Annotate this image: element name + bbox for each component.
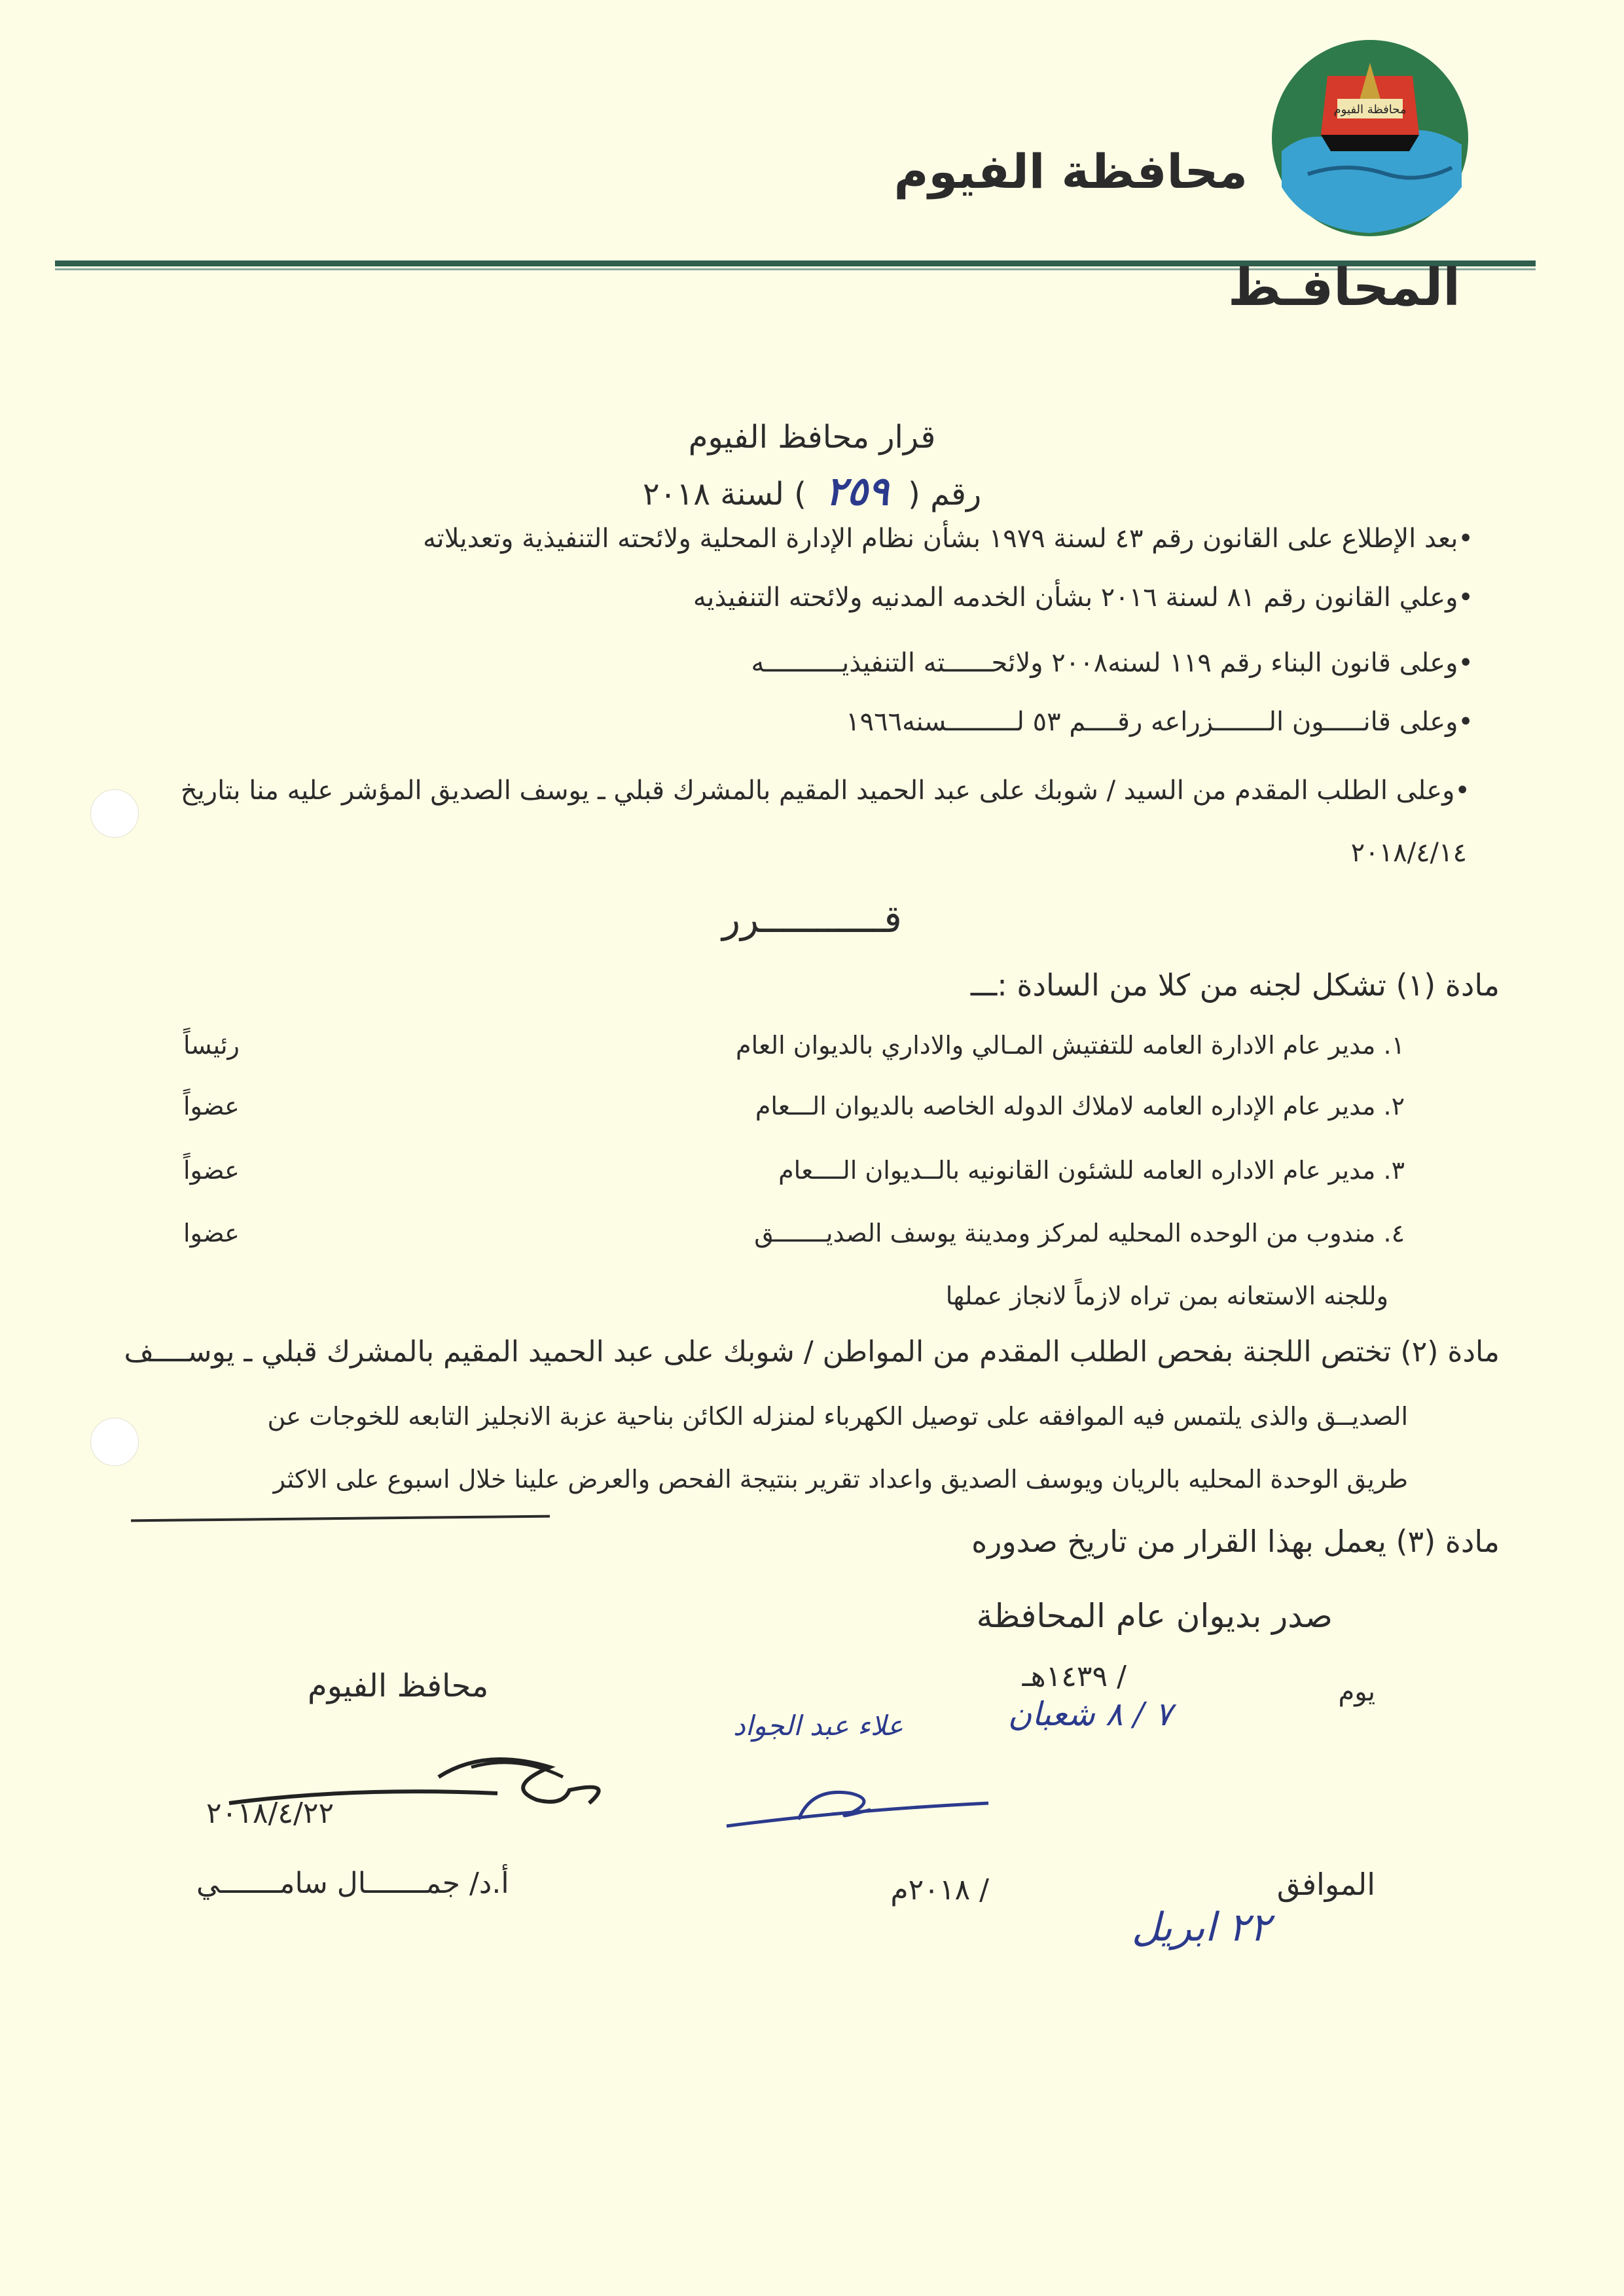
gregorian-handwritten-date: ٢٢ ابريل <box>1131 1905 1271 1950</box>
member-role: عضوا <box>183 1219 240 1247</box>
preamble-item: •وعلي القانون رقم ٨١ لسنة ٢٠١٦ بشأن الخدمه المدنيه ولائحته التنفيذيه <box>693 583 1473 613</box>
decree-title: قرار محافظ الفيوم <box>688 419 936 456</box>
punch-hole <box>90 1418 139 1466</box>
hijri-day-label: يوم <box>1338 1677 1375 1707</box>
governor-name: أ.د/ جمـــــــال سامـــــــي <box>196 1867 509 1900</box>
gregorian-label: الموافق <box>1276 1867 1375 1902</box>
article-1-heading: مادة (١) تشكل لجنه من كلا من السادة :ـــ <box>970 967 1500 1003</box>
decided-heading: قـــــــــــرر <box>722 897 902 941</box>
member-title: ٤. مندوب من الوحده المحليه لمركز ومدينة يوسف الصديـــــــق <box>754 1219 1405 1247</box>
member-role: عضواً <box>183 1092 240 1121</box>
member-role: عضواً <box>183 1156 240 1185</box>
decree-number: ٢٥٩ <box>825 469 889 514</box>
committee-note: وللجنه الاستعانه بمن تراه لازماً لانجاز عملها <box>945 1282 1388 1310</box>
article-2-text: الصديــق والذى يلتمس فيه الموافقه على توصيل الكهرباء لمنزله الكائن بناحية عزبة الانجليز التابعه للخوجات عن <box>267 1402 1408 1431</box>
hijri-handwritten-date: ٧ / ٨ شعبان <box>1007 1695 1172 1733</box>
governor-signature-title: محافظ الفيوم <box>308 1668 489 1704</box>
office-title: المحافـظ <box>1227 259 1460 317</box>
preamble-item: •وعلى قانـــــون الـــــــزراعه رقــــم ٥٣ لـــــــــسنه١٩٦٦ <box>846 707 1473 737</box>
governor-signature-date: ٢٠١٨/٤/٢٢ <box>206 1797 334 1830</box>
decree-number-line <box>0 469 1624 514</box>
governorate-name: محافظة الفيوم <box>893 144 1248 199</box>
preamble-item: •بعد الإطلاع على القانون رقم ٤٣ لسنة ١٩٧٩ بشأن نظام الإدارة المحلية ولائحته التنفيذية وتعديلاته <box>423 524 1473 554</box>
governorate-seal-logo <box>1269 37 1471 240</box>
handwritten-underline <box>131 1515 550 1522</box>
issued-statement: صدر بديوان عام المحافظة <box>976 1597 1333 1635</box>
punch-hole <box>90 789 139 838</box>
decree-number-prefix: رقم ( <box>908 476 982 512</box>
preamble-date: ٢٠١٨/٤/١٤ <box>1350 838 1467 868</box>
official-signature-name: علاء عبد الجواد <box>733 1710 903 1742</box>
hijri-year: / ١٤٣٩هـ <box>1022 1660 1127 1693</box>
article-2-heading: مادة (٢) تختص اللجنة بفحص الطلب المقدم من المواطن / شوبك على عبد الحميد المقيم بالمشرك قبلي ـ يوســــف <box>124 1335 1500 1369</box>
member-title: ٣. مدير عام الاداره العامه للشئون القانونيه بالــديوان الــــعام <box>778 1156 1405 1185</box>
decree-number-suffix: ) لسنة ٢٠١٨ <box>642 476 806 512</box>
member-role: رئيساً <box>183 1031 240 1060</box>
seal-text: محافظة الفيوم <box>1333 103 1407 117</box>
preamble-item: •وعلى قانون البناء رقم ١١٩ لسنه٢٠٠٨ ولائحــــــته التنفيذيــــــــــه <box>751 648 1473 678</box>
article-2-text: طريق الوحدة المحليه بالريان ويوسف الصديق واعداد تقرير بنتيجة الفحص والعرض علينا خلال اسبوع على الاكثر <box>273 1465 1408 1494</box>
member-title: ١. مدير عام الادارة العامه للتفتيش المـالي والاداري بالديوان العام <box>736 1031 1405 1060</box>
article-3-heading: مادة (٣) يعمل بهذا القرار من تاريخ صدوره <box>971 1524 1500 1559</box>
gregorian-year: / ٢٠١٨م <box>890 1873 989 1907</box>
member-title: ٢. مدير عام الإداره العامه لاملاك الدوله الخاصه بالديوان الـــعام <box>755 1092 1405 1121</box>
preamble-item: •وعلى الطلب المقدم من السيد / شوبك على عبد الحميد المقيم بالمشرك قبلي ـ يوسف الصديق المؤشر عليه منا بتاريخ <box>180 776 1470 806</box>
